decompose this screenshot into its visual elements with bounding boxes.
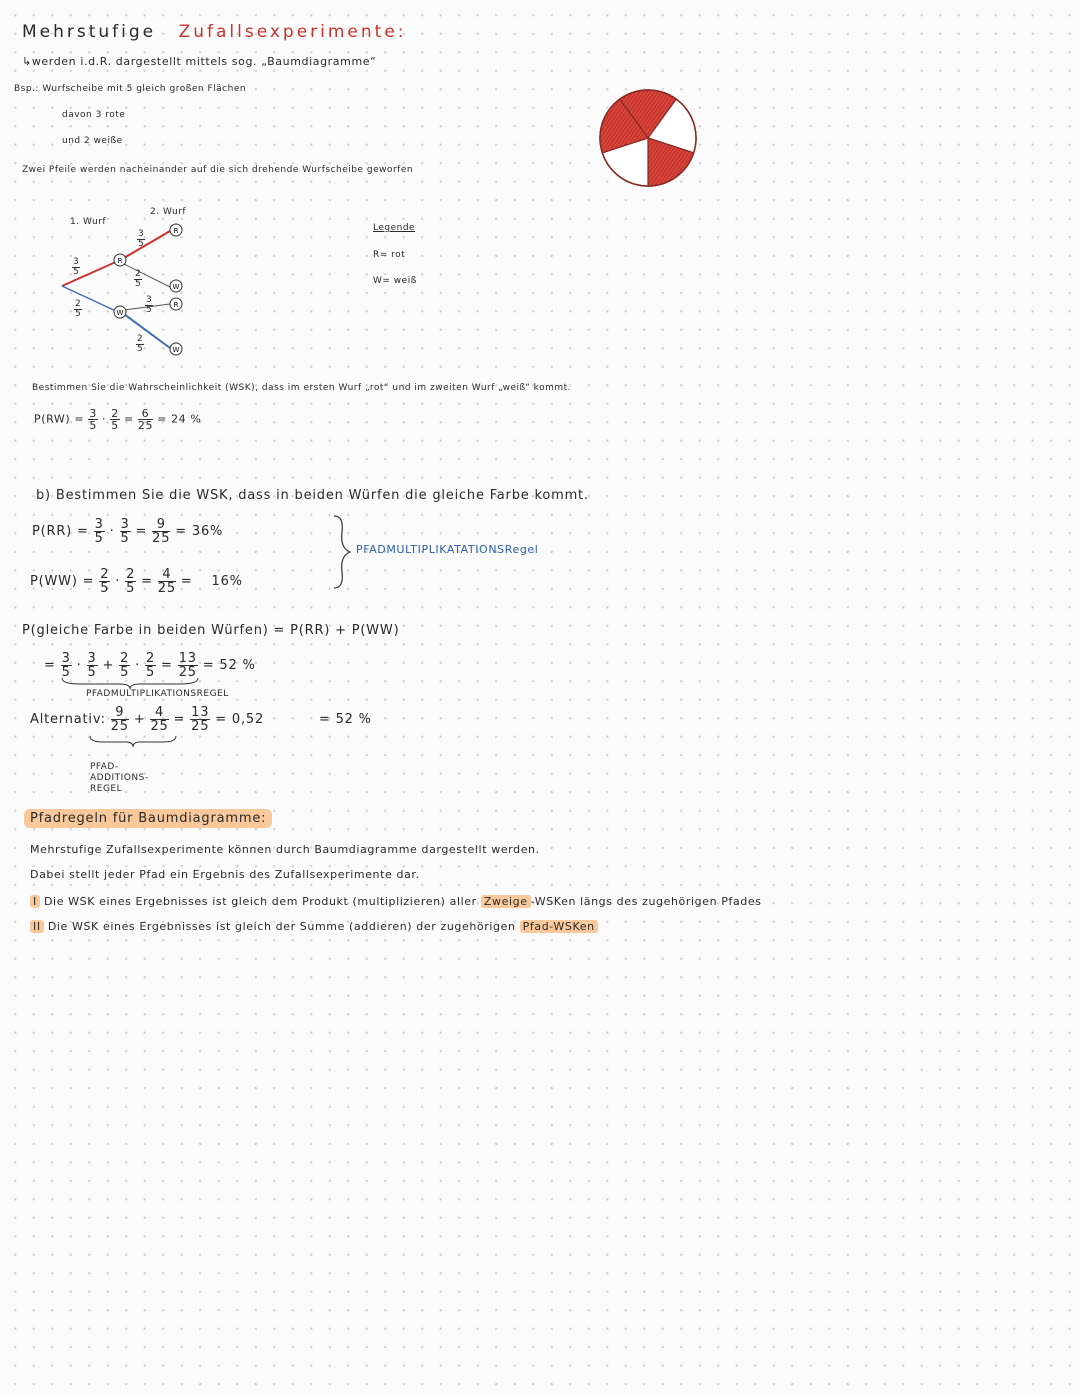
- branch-ww: [124, 314, 170, 348]
- example-line-4: Zwei Pfeile werden nacheinander auf die sich drehende Wurfscheibe geworfen: [22, 165, 414, 175]
- prob-rr: $\frac{3}{5}$: [138, 229, 145, 249]
- mult-rule-label: PFADMULTIPLIKATIONSREGEL: [86, 689, 229, 699]
- rule-label-multiplication: PFADMULTIPLIKATATIONSRegel: [356, 543, 539, 556]
- node-first-w-label: W: [116, 309, 124, 317]
- prob-first-red: $\frac{3}{5}$: [73, 257, 80, 277]
- tree-first-throw-label: 1. Wurf: [70, 217, 107, 227]
- task-a-equation: P(RW) = $\frac{3}{5}$ · $\frac{2}{5}$ = $\frac{6}{25}$ = 24 %: [34, 407, 202, 432]
- node-first-r-label: R: [117, 257, 123, 265]
- rule-2: II Die WSK eines Ergebnisses ist gleich der Summe (addieren) der zugehörigen Pfad-WSKen: [30, 921, 598, 932]
- brace-under-addition: [88, 734, 178, 748]
- tree-second-throw-label: 2. Wurf: [150, 207, 187, 217]
- title-part2: Zufallsexperimente:: [178, 22, 407, 42]
- wheel-drawing: [596, 86, 700, 190]
- brace-under-multiplication: [60, 676, 200, 690]
- task-b-pww: P(WW) = $\frac{2}{5}$ · $\frac{2}{5}$ = $\frac{4}{25}$ = 16%: [30, 567, 243, 596]
- alternative-equation: Alternativ: $\frac{9}{25}$ + $\frac{4}{25}$ = $\frac{13}{25}$ = 0,52 = 52 %: [30, 705, 372, 734]
- node-wr-label: R: [173, 301, 179, 309]
- legend-title: Legende: [373, 223, 416, 233]
- prob-rw: $\frac{2}{5}$: [135, 269, 142, 289]
- node-rw-label: W: [172, 283, 180, 291]
- example-line-2: davon 3 rote: [62, 110, 126, 120]
- intro-text: ↳werden i.d.R. dargestellt mittels sog. „Baumdiagramme“: [22, 55, 377, 68]
- add-rule-label-2: ADDITIONS-: [90, 773, 149, 783]
- branch-first-white: [62, 286, 118, 312]
- rules-heading: Pfadregeln für Baumdiagramme:: [24, 812, 272, 825]
- rule-1: I Die WSK eines Ergebnisses ist gleich dem Produkt (multiplizieren) aller Zweige -WSKen längs des zugehörigen Pfades: [30, 896, 762, 907]
- prob-wr: $\frac{3}{5}$: [146, 295, 153, 315]
- legend-red: R= rot: [373, 250, 406, 260]
- task-a-question: Bestimmen Sie die Wahrscheinlichkeit (WSK), dass im ersten Wurf „rot“ und im zweiten Wurf „weiß“ kommt.: [32, 383, 572, 393]
- node-rr-label: R: [173, 227, 179, 235]
- page-title: [22, 24, 407, 41]
- node-ww-label: W: [172, 346, 180, 354]
- add-rule-label-3: REGEL: [90, 784, 123, 794]
- prob-first-white: $\frac{2}{5}$: [75, 299, 82, 319]
- prob-ww: $\frac{2}{5}$: [137, 334, 144, 354]
- branch-rw: [124, 264, 170, 287]
- task-b-question: b) Bestimmen Sie die WSK, dass in beiden Würfen die gleiche Farbe kommt.: [36, 488, 589, 503]
- example-line-1: Bsp.: Wurfscheibe mit 5 gleich großen Flächen: [14, 84, 247, 94]
- same-color-line: P(gleiche Farbe in beiden Würfen) = P(RR) + P(WW): [22, 623, 400, 638]
- task-b-prr: P(RR) = $\frac{3}{5}$ · $\frac{3}{5}$ = $\frac{9}{25}$ = 36%: [32, 517, 224, 546]
- example-line-3: und 2 weiße: [62, 136, 123, 146]
- brace-right: [330, 512, 354, 592]
- add-rule-label-1: PFAD-: [90, 762, 119, 772]
- branch-rr: [124, 231, 170, 258]
- legend-white: W= weiß: [373, 276, 417, 286]
- rules-line-1: Mehrstufige Zufallsexperimente können durch Baumdiagramme dargestellt werden.: [30, 843, 540, 856]
- rules-line-2: Dabei stellt jeder Pfad ein Ergebnis des Zufallsexperimente dar.: [30, 868, 420, 881]
- same-color-equation: = $\frac{3}{5}$ · $\frac{3}{5}$ + $\frac{2}{5}$ · $\frac{2}{5}$ = $\frac{13}{25}$ = 52 %: [44, 651, 256, 680]
- title-part1: Mehrstufige: [22, 22, 157, 42]
- branch-first-red: [62, 261, 118, 286]
